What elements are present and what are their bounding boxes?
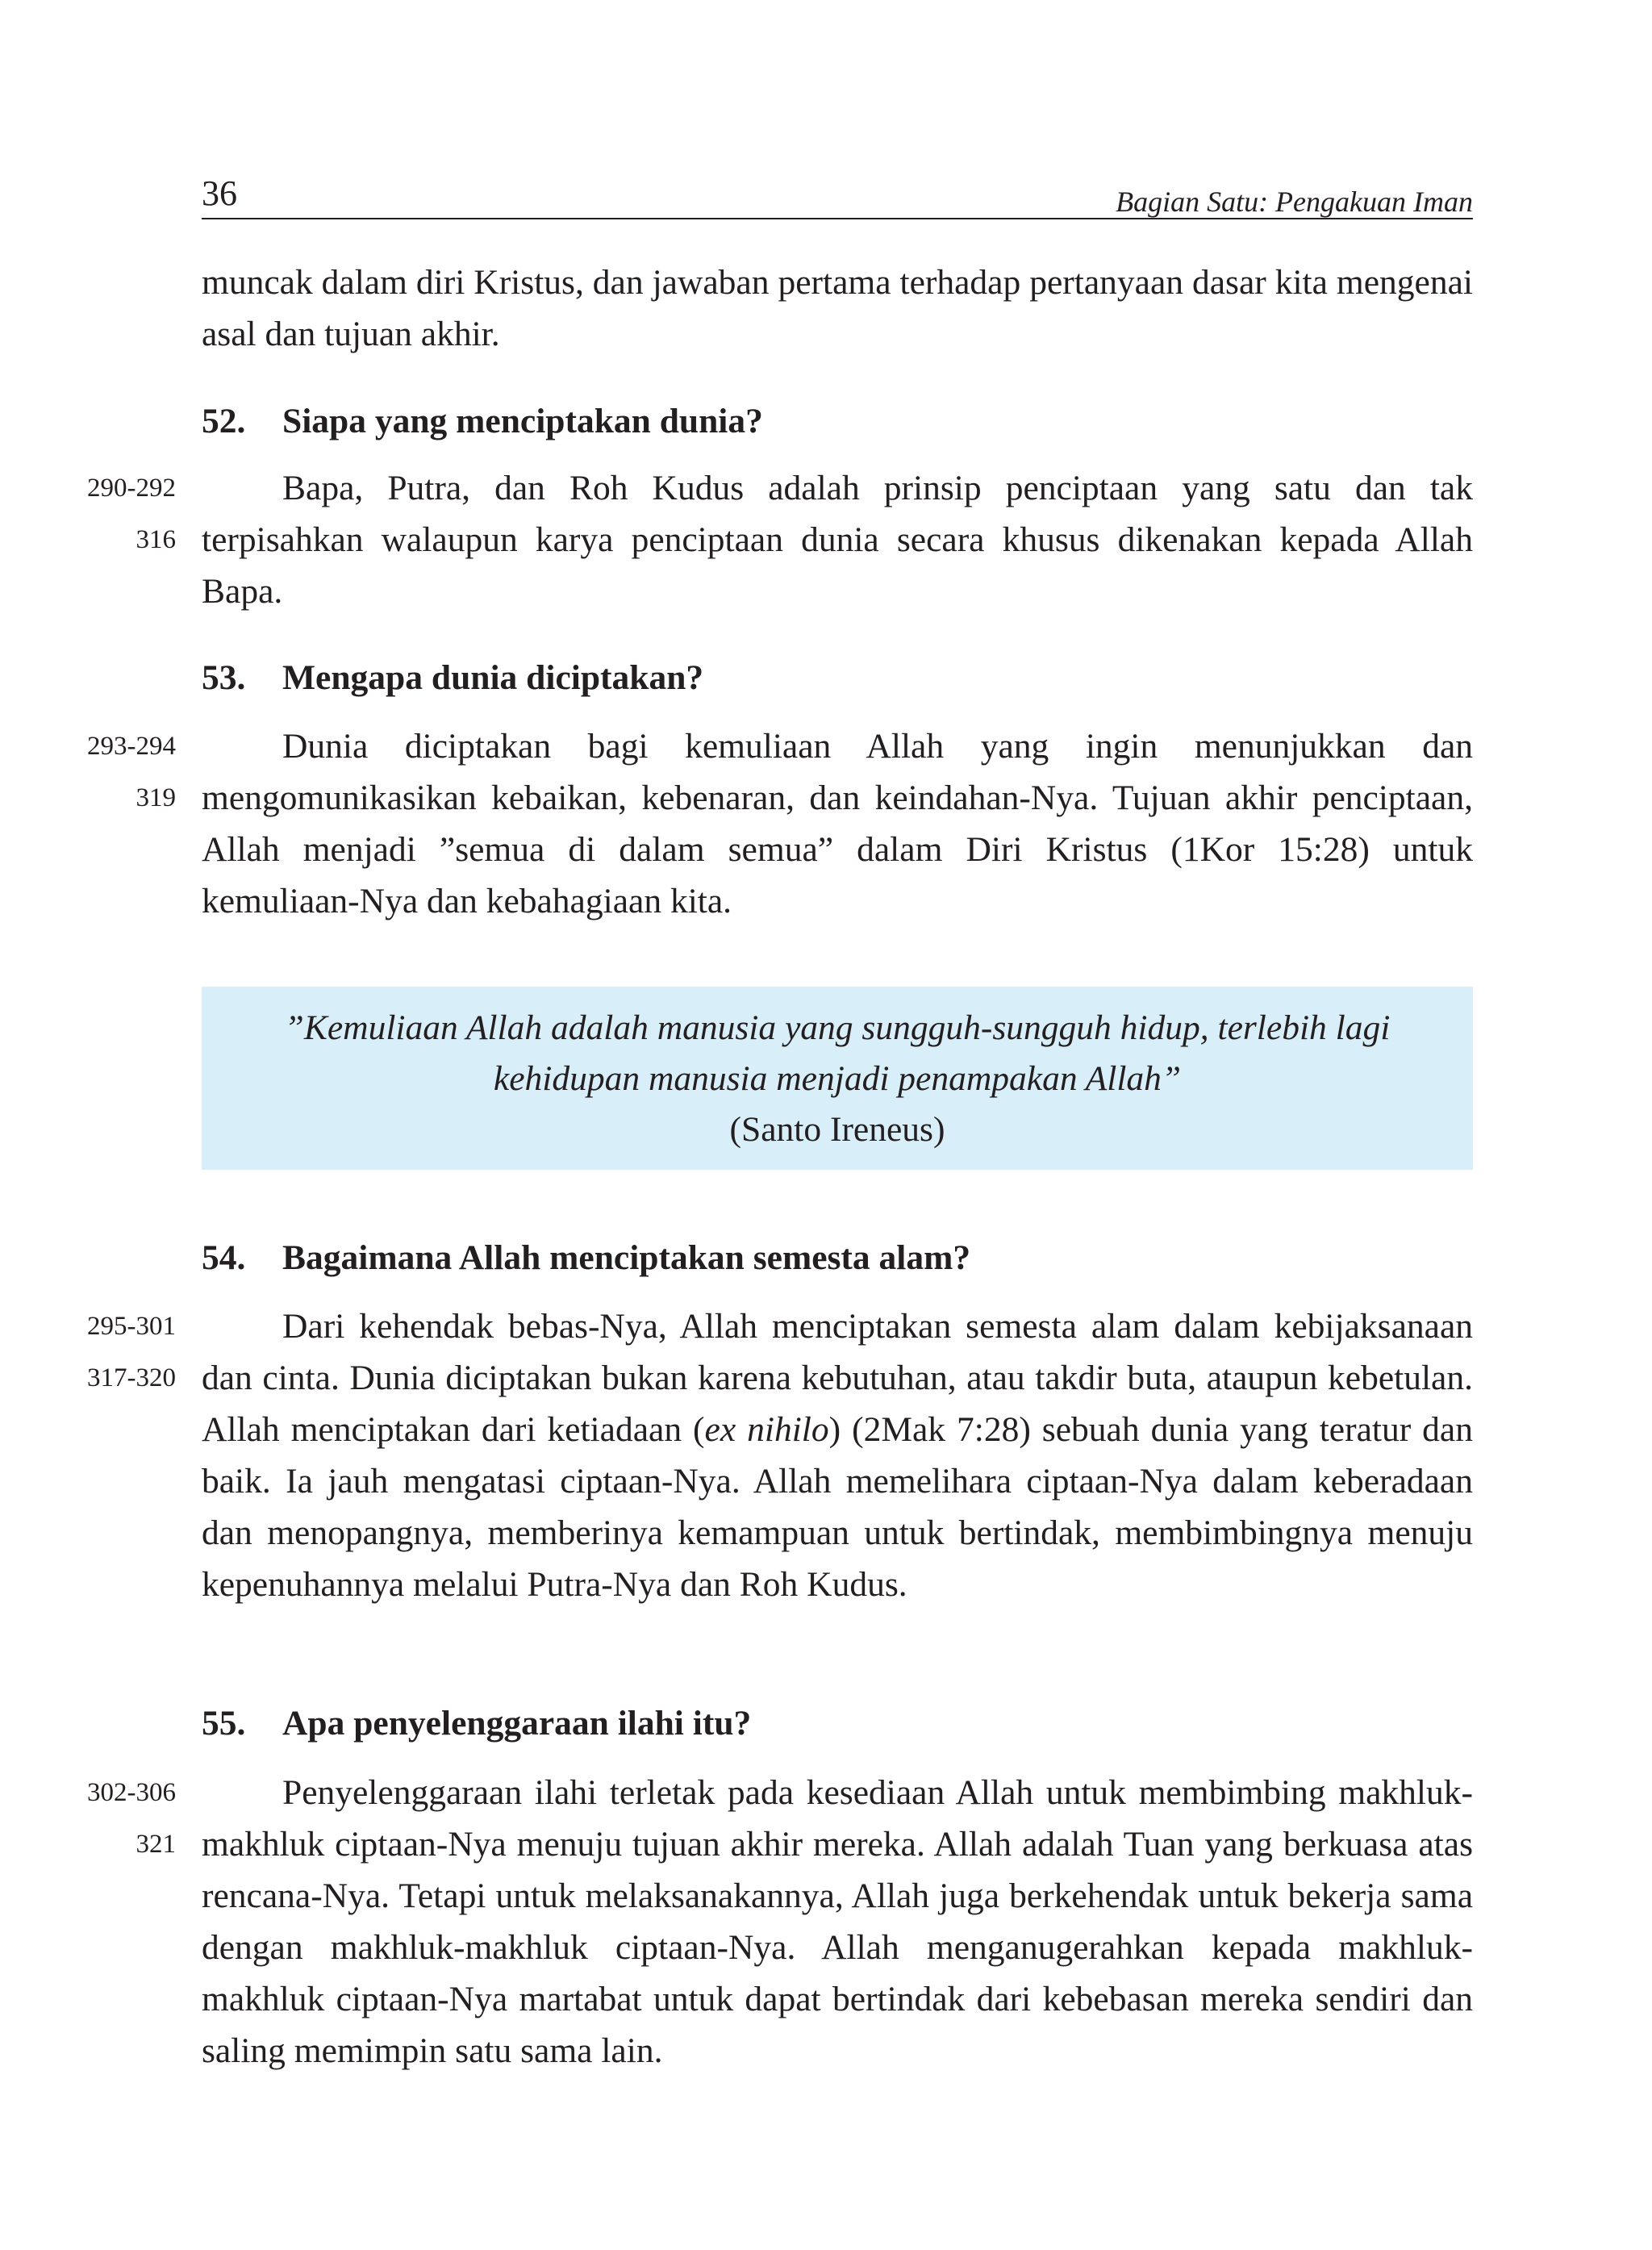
margin-reference: 321 [136,1830,176,1859]
question-number: 55. [202,1704,246,1743]
margin-reference: 317-320 [87,1363,176,1392]
margin-reference: 316 [136,525,176,554]
answer-54 [202,1300,1473,1610]
margin-references-52 [87,462,176,566]
margin-references-54 [87,1300,176,1404]
question-title: Apa penyelenggaraan ilahi itu? [282,1704,752,1743]
question-53-heading [202,652,1473,703]
margin-references-53 [87,720,176,824]
answer-paragraph: Penyelenggaraan ilahi terletak pada kesediaan Allah untuk membimbing makhluk-makhluk ciptaan-Nya menuju tujuan akhir mereka. Allah adalah Tuan yang berkuasa atas rencana-Nya. Tetapi untuk melaksanakannya, Allah juga berkehendak untuk bekerja sama dengan makhluk-makhluk ciptaan-Nya. Allah menganugerahkan kepada makhluk-makhluk ciptaan-Nya martabat untuk dapat bertindak dari kebebasan mereka sendiri dan saling memimpin satu sama lain. [202,1773,1473,2070]
question-heading [202,395,1473,447]
latin-term: ex nihilo [704,1410,829,1449]
quote-content [202,1003,1473,1155]
question-52-heading [202,395,1473,447]
margin-reference: 302-306 [87,1778,176,1807]
margin-reference: 290-292 [87,474,176,503]
question-heading [202,652,1473,703]
question-heading [202,1697,1473,1749]
answer-52 [202,462,1473,617]
margin-reference: 295-301 [87,1312,176,1341]
question-title: Bagaimana Allah menciptakan semesta alam? [282,1238,971,1277]
answer-55 [202,1767,1473,2077]
question-number: 53. [202,658,246,697]
question-54-heading [202,1232,1473,1284]
header-rule [202,218,1473,219]
answer-paragraph: Bapa, Putra, dan Roh Kudus adalah prinsip penciptaan yang satu dan tak terpisahkan walaupun karya penciptaan dunia secara khusus dikenakan kepada Allah Bapa. [202,469,1473,611]
margin-reference: 319 [136,783,176,812]
running-head: Bagian Satu: Pengakuan Iman [1116,186,1473,218]
quote-line: ”Kemuliaan Allah adalah manusia yang sungguh-sungguh hidup, terlebih lagi [284,1008,1391,1047]
answer-paragraph [202,1300,1473,1610]
margin-reference: 293-294 [87,732,176,761]
quote-attribution: (Santo Ireneus) [729,1110,945,1149]
answer-text: ) (2Mak 7:28) sebuah dunia yang teratur dan baik. Ia jauh mengatasi ciptaan-Nya. Allah memelihara ciptaan-Nya dalam keberadaan dan menopangnya, memberinya kemampuan untuk bertindak, membimbingnya menuju kepenuhannya melalui Putra-Nya dan Roh Kudus. [202,1410,1473,1604]
intro-paragraph: muncak dalam diri Kristus, dan jawaban pertama terhadap pertanyaan dasar kita mengenai asal dan tujuan akhir. [202,263,1473,353]
quote-line: kehidupan manusia menjadi penampakan Allah” [493,1059,1182,1098]
answer-53 [202,720,1473,927]
question-number: 52. [202,402,246,440]
answer-paragraph: Dunia diciptakan bagi kemuliaan Allah yang ingin menunjukkan dan mengomunikasikan kebaikan, kebenaran, dan keindahan-Nya. Tujuan akhir penciptaan, Allah menjadi ”semua di dalam semua” dalam Diri Kristus (1Kor 15:28) untuk kemuliaan-Nya dan kebahagiaan kita. [202,727,1473,920]
question-title: Mengapa dunia diciptakan? [282,658,704,697]
question-number: 54. [202,1238,246,1277]
question-heading [202,1232,1473,1284]
quote-box [202,987,1473,1170]
answer-text: Dari kehendak bebas-Nya, Allah menciptakan semesta alam dalam kebijaksanaan dan cinta. Dunia diciptakan bukan karena kebutuhan, atau takdir buta, ataupun kebetulan. Allah menciptakan dari ketiadaan ( [202,1307,1473,1449]
intro-block [202,257,1473,360]
question-title: Siapa yang menciptakan dunia? [282,402,763,440]
page-number: 36 [202,173,237,213]
question-55-heading [202,1697,1473,1749]
margin-references-55 [87,1767,176,1870]
